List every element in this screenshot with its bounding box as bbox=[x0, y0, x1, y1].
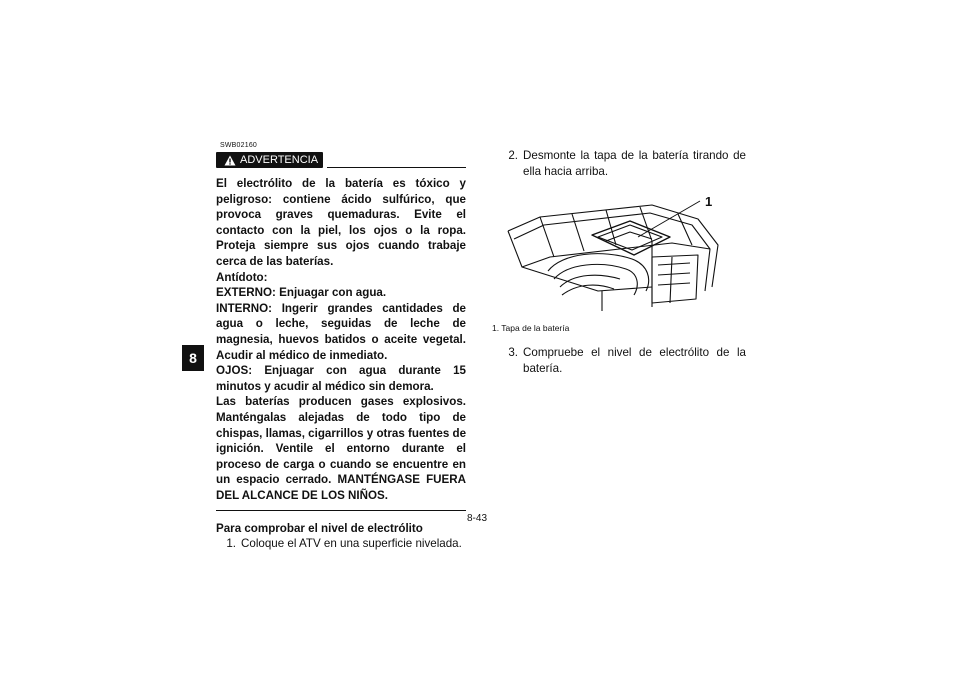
warning-header-rule bbox=[327, 167, 466, 168]
warning-triangle-icon bbox=[224, 155, 236, 166]
step-text: Compruebe el nivel de electrólito de la batería. bbox=[523, 346, 746, 375]
warning-code: SWB02160 bbox=[220, 142, 258, 149]
section-title: Para comprobar el nivel de electrólito bbox=[216, 522, 423, 536]
warning-body bbox=[216, 176, 466, 503]
right-column bbox=[492, 148, 746, 376]
chapter-tab: 8 bbox=[182, 345, 204, 371]
warning-paragraph: Las baterías producen gases explosivos. Manténgalas alejadas de todo tipo de chispas, llamas, cigarrillos y otras fuentes de ignición. Ventile el entorno durante el proceso de carga o cuando se encuentre en un espacio cerrado. MANTÉNGASE FUERA DEL ALCANCE DE LOS NIÑOS. bbox=[216, 395, 467, 502]
warning-paragraph: INTERNO: Ingerir grandes cantidades de agua o leche, seguidas de leche de magnesia, huevos batidos o aceite vegetal. Acudir al médico de inmediato. bbox=[216, 301, 466, 362]
step-item bbox=[214, 536, 466, 552]
step-item bbox=[496, 148, 746, 179]
figure-callout: 1 bbox=[705, 194, 713, 210]
step-number: 2. bbox=[508, 149, 518, 162]
left-column bbox=[216, 142, 466, 552]
warning-paragraph: El electrólito de la batería es tóxico y peligroso: contiene ácido sulfúrico, que provoca graves quemaduras. Evite el contacto con la piel, los ojos o la ropa. Proteja siempre sus ojos cuando trabaje cerca de las baterías. bbox=[216, 177, 466, 268]
warning-label bbox=[216, 152, 323, 168]
warning-label-text: ADVERTENCIA bbox=[240, 154, 319, 166]
step-text: Coloque el ATV en una superficie nivelada. bbox=[241, 537, 462, 551]
figure-caption: 1. Tapa de la batería bbox=[492, 323, 570, 334]
step-item bbox=[496, 345, 746, 376]
warning-paragraph: OJOS: Enjuagar con agua durante 15 minutos y acudir al médico sin demora. bbox=[216, 364, 466, 393]
battery-cover-illustration bbox=[502, 187, 726, 317]
warning-paragraph: EXTERNO: Enjuagar con agua. bbox=[216, 286, 387, 300]
step-text: Desmonte la tapa de la batería tirando de ella hacia arriba. bbox=[523, 149, 746, 178]
atv-rack-drawing bbox=[502, 187, 726, 317]
warning-bottom-rule bbox=[216, 510, 466, 511]
step-number: 1. bbox=[226, 537, 236, 551]
warning-header bbox=[216, 151, 466, 169]
page-number: 8-43 bbox=[467, 513, 488, 524]
step-number: 3. bbox=[508, 346, 518, 360]
warning-paragraph: Antídoto: bbox=[216, 270, 268, 284]
